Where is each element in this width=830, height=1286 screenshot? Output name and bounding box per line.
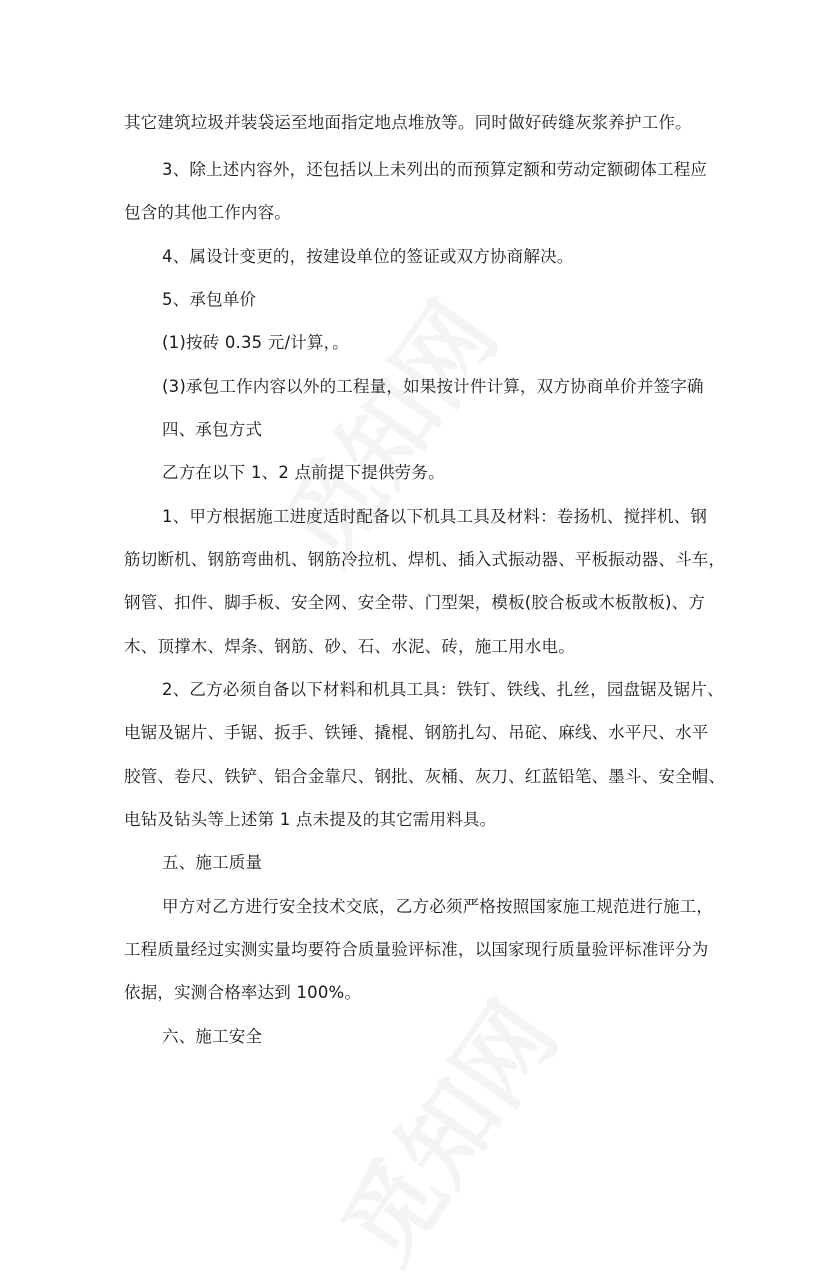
text-line: 3、除上述内容外，还包括以上未列出的而预算定额和劳动定额砌体工程应 (162, 160, 708, 179)
text-line: 电钻及钻头等上述第 1 点未提及的其它需用料具。 (124, 810, 497, 829)
text-line: 木、顶撑木、焊条、钢筋、砂、石、水泥、砖，施工用水电。 (124, 637, 575, 656)
text-line: 包含的其他工作内容。 (124, 203, 291, 222)
section-heading: 四、承包方式 (162, 420, 263, 439)
section-heading: 五、施工质量 (162, 853, 263, 872)
text-line: 1、甲方根据施工进度适时配备以下机具工具及材料：卷扬机、搅拌机、钢 (162, 507, 708, 526)
text-line: 甲方对乙方进行安全技术交底，乙方必须严格按照国家施工规范进行施工， (162, 897, 714, 916)
watermark (245, 271, 522, 585)
text-line: 4、属设计变更的，按建设单位的签证或双方协商解决。 (162, 247, 574, 266)
text-line: 工程质量经过实测实量均要符合质量验评标准，以国家现行质量验评标准评分为 (124, 940, 709, 959)
watermark (305, 971, 582, 1285)
text-line: 电锯及锯片、手锯、扳手、铁锤、撬棍、钢筋扎勾、吊砣、麻线、水平尺、水平 (124, 723, 709, 742)
text-line: 2、乙方必须自备以下材料和机具工具：铁钉、铁线、扎丝，园盘锯及锯片、 (162, 680, 724, 699)
text-line: (3)承包工作内容以外的工程量，如果按计件计算，双方协商单价并签字确 (162, 377, 704, 396)
text-line: 依据，实测合格率达到 100%。 (124, 983, 362, 1002)
text-line: 其它建筑垃圾并装袋运至地面指定地点堆放等。同时做好砖缝灰浆养护工作。 (124, 113, 692, 132)
text-line: 胶管、卷尺、铁铲、铝合金靠尺、钢批、灰桶、灰刀、红蓝铅笔、墨斗、安全帽、 (124, 767, 726, 786)
text-line: 筋切断机、钢筋弯曲机、钢筋冷拉机、焊机、插入式振动器、平板振动器、斗车， (124, 550, 726, 569)
section-heading: 5、承包单价 (162, 290, 257, 309)
text-line: (1)按砖 0.35 元/计算，。 (162, 333, 349, 352)
text-line: 钢管、扣件、脚手板、安全网、安全带、门型架，模板(胶合板或木板散板)、方 (124, 593, 706, 612)
text-line: 乙方在以下 1、2 点前提下提供劳务。 (162, 463, 445, 482)
section-heading: 六、施工安全 (162, 1027, 263, 1046)
